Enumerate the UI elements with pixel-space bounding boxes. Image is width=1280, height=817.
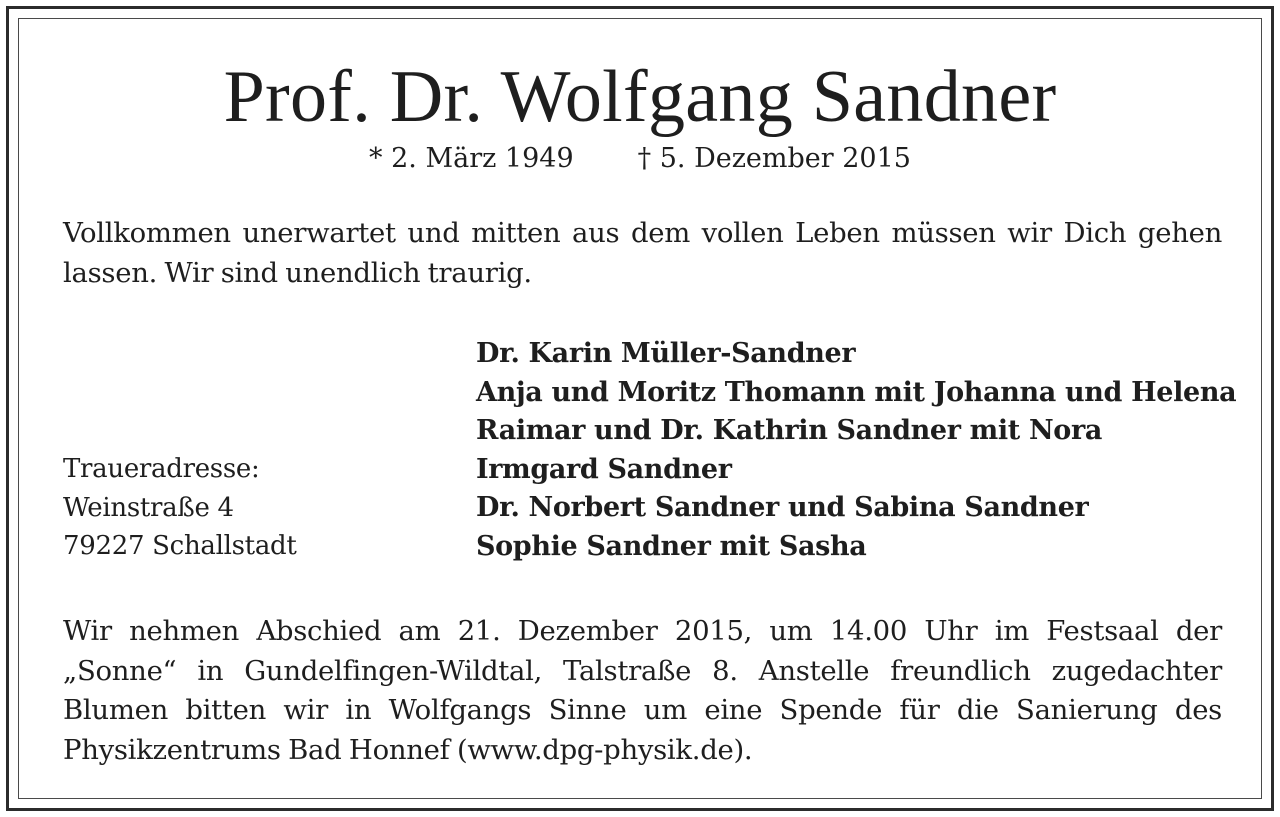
death-date: † 5. Dezember 2015 bbox=[637, 143, 911, 174]
mourner-line: Sophie Sandner mit Sasha bbox=[476, 530, 867, 562]
life-dates bbox=[9, 139, 1271, 179]
address-label: Traueradresse: bbox=[63, 454, 260, 484]
birth-date: * 2. März 1949 bbox=[369, 143, 574, 174]
obituary-notice bbox=[6, 6, 1274, 811]
mourner-line: Dr. Karin Müller-Sandner bbox=[476, 338, 856, 369]
farewell-paragraph: Wir nehmen Abschied am 21. Dezember 2015, um 14.00 Uhr im Festsaal der „Sonne“ in Gundelfingen-Wildtal, Talstraße 8. Anstelle freundlich zugedachter Blumen bitten wir in Wolfgangs Sinne um eine Spende für die Sanierung des Physikzentrums Bad Honnef (www.dpg-physik.de). bbox=[63, 615, 1222, 766]
mourner-line: Dr. Norbert Sandner und Sabina Sandner bbox=[476, 492, 1089, 523]
mourner-line: Anja und Moritz Thomann mit Johanna und Helena bbox=[476, 376, 1237, 408]
intro-paragraph: Vollkommen unerwartet und mitten aus dem vollen Leben müssen wir Dich gehen lassen. Wir sind unendlich traurig. bbox=[63, 217, 1222, 289]
address-street: Weinstraße 4 bbox=[63, 492, 234, 523]
mourning-address bbox=[63, 450, 297, 566]
address-city: 79227 Schallstadt bbox=[63, 531, 297, 561]
deceased-name: Prof. Dr. Wolfgang Sandner bbox=[223, 56, 1057, 138]
mourners-list bbox=[476, 335, 1236, 566]
mourner-line: Irmgard Sandner bbox=[476, 453, 732, 485]
mourner-line: Raimar und Dr. Kathrin Sandner mit Nora bbox=[476, 415, 1102, 446]
